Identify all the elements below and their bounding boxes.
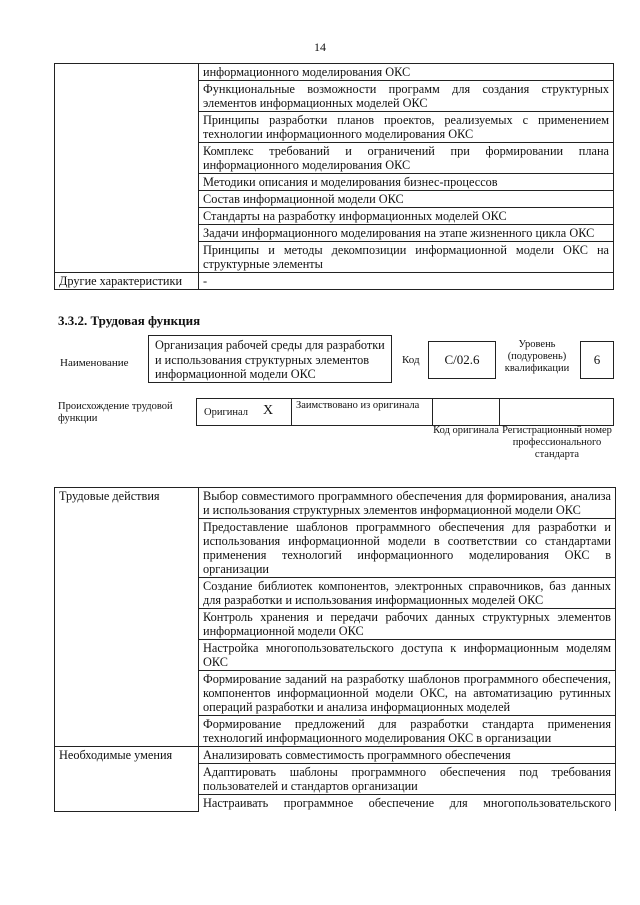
borrowed-label: Заимствовано из оригинала xyxy=(296,400,420,411)
reg-number-caption: Регистрационный номер профессионального стандарта xyxy=(502,425,612,460)
original-cell xyxy=(196,399,292,425)
table-row xyxy=(55,273,614,290)
origin-row xyxy=(196,398,614,426)
list-item: Настраивать программное обеспечение для многопользовательского xyxy=(199,795,616,812)
list-item: Задачи информационного моделирования на этапе жизненного цикла ОКС xyxy=(199,225,614,242)
code-label: Код xyxy=(402,354,420,366)
list-item: Формирование заданий на разработку шаблонов программного обеспечения, компонентов информационной модели ОКС, на автоматизацию рутинных операций разработки и анализа информационных моделей xyxy=(199,671,616,716)
level-label: Уровень (подуровень) квалификации xyxy=(504,339,570,374)
list-item: Принципы разработки планов проектов, реализуемых с применением технологии информационного моделирования ОКС xyxy=(199,112,614,143)
list-item: Комплекс требований и ограничений при формировании плана информационного моделирования ОКС xyxy=(199,143,614,174)
list-item: Стандарты на разработку информационных моделей ОКС xyxy=(199,208,614,225)
other-characteristics-value: - xyxy=(199,273,614,290)
list-item: Принципы и методы декомпозиции информационной модели ОКС на структурные элементы xyxy=(199,242,614,273)
function-details-table xyxy=(54,487,616,812)
table-row xyxy=(55,747,616,764)
function-code: C/02.6 xyxy=(428,341,496,379)
function-name: Организация рабочей среды для разработки и использования структурных элементов информационной модели ОКС xyxy=(148,335,392,383)
section-title: 3.3.2. Трудовая функция xyxy=(58,313,201,328)
original-code-cell xyxy=(432,399,500,425)
list-item: Создание библиотек компонентов, электронных справочников, баз данных для разработки и использования информационных моделей ОКС xyxy=(199,578,616,609)
original-mark: X xyxy=(263,403,274,418)
list-item: информационного моделирования ОКС xyxy=(199,64,614,81)
origin-label: Происхождение трудовой функции xyxy=(58,401,173,424)
list-item: Предоставление шаблонов программного обеспечения для разработки и использования информационной модели в соответствии со стандартами применения технологий информационного моделирования ОКС в организации xyxy=(199,519,616,578)
name-label: Наименование xyxy=(60,357,129,369)
list-item: Анализировать совместимость программного обеспечения xyxy=(199,747,616,764)
reg-number-cell xyxy=(499,399,614,425)
list-item: Выбор совместимого программного обеспечения для формирования, анализа и использования структурных элементов информационной модели ОКС xyxy=(199,488,616,519)
row-label-continued xyxy=(55,64,199,273)
actions-label: Трудовые действия xyxy=(55,488,199,747)
page-number: 14 xyxy=(314,40,326,54)
list-item: Функциональные возможности программ для создания структурных элементов информационных моделей ОКС xyxy=(199,81,614,112)
list-item: Настройка многопользовательского доступа к информационным моделям ОКС xyxy=(199,640,616,671)
table-row xyxy=(55,488,616,519)
list-item: Методики описания и моделирования бизнес-процессов xyxy=(199,174,614,191)
original-label: Оригинал xyxy=(204,407,248,418)
knowledge-table xyxy=(54,63,614,290)
level-value: 6 xyxy=(580,341,614,379)
list-item: Контроль хранения и передачи рабочих данных структурных элементов информационной модели ОКС xyxy=(199,609,616,640)
list-item: Формирование предложений для разработки стандарта применения технологий информационного моделирования ОКС в организации xyxy=(199,716,616,747)
table-row xyxy=(55,64,614,81)
list-item: Адаптировать шаблоны программного обеспечения под требования пользователей и стандартов организации xyxy=(199,764,616,795)
other-characteristics-label: Другие характеристики xyxy=(55,273,199,290)
list-item: Состав информационной модели ОКС xyxy=(199,191,614,208)
original-code-caption: Код оригинала xyxy=(433,425,499,436)
skills-label: Необходимые умения xyxy=(55,747,199,812)
